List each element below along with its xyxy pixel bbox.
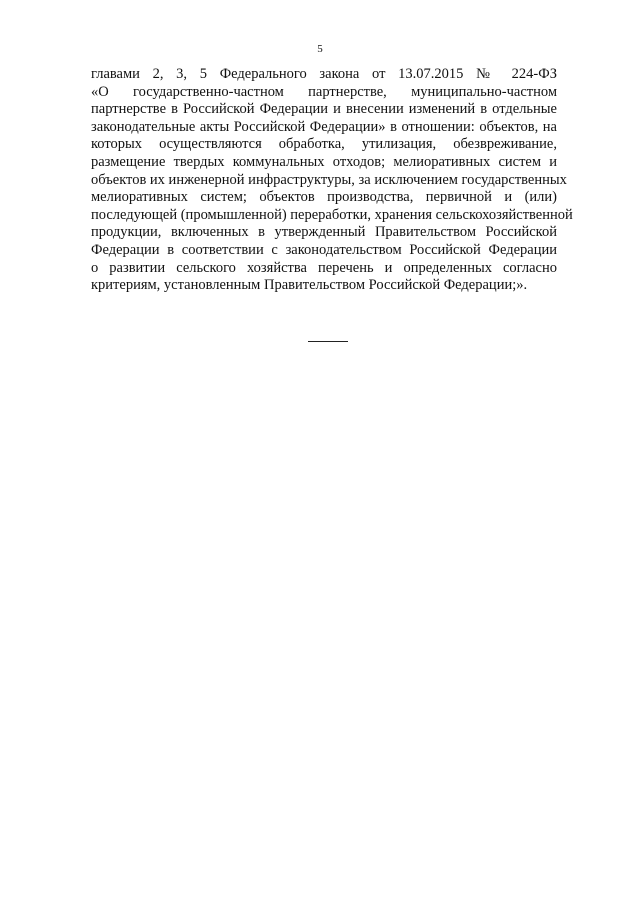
paragraph-line: партнерстве в Российской Федерации и внесении изменений в отдельные bbox=[91, 101, 557, 118]
paragraph-line: мелиоративных систем; объектов производства, первичной и (или) bbox=[91, 189, 557, 206]
paragraph-line-last: критериям, установленным Правительством Российской Федерации;». bbox=[91, 277, 528, 294]
paragraph-line: которых осуществляются обработка, утилизация, обезвреживание, bbox=[91, 136, 557, 153]
paragraph-line: объектов их инженерной инфраструктуры, за исключением государственных bbox=[91, 171, 567, 188]
body-paragraph bbox=[91, 66, 573, 295]
paragraph-line: о развитии сельского хозяйства перечень и определенных согласно bbox=[91, 259, 557, 276]
paragraph-line: законодательные акты Российской Федерации» в отношении: объектов, на bbox=[91, 118, 557, 135]
paragraph-line: размещение твердых коммунальных отходов; мелиоративных систем и bbox=[91, 153, 557, 170]
page-number: 5 bbox=[317, 43, 323, 55]
paragraph-line: продукции, включенных в утвержденный Правительством Российской bbox=[91, 224, 557, 241]
end-of-document-rule bbox=[308, 341, 348, 342]
paragraph-line: последующей (промышленной) переработки, хранения сельскохозяйственной bbox=[91, 206, 573, 223]
paragraph-line: главами 2, 3, 5 Федерального закона от 13.07.2015 № 224-ФЗ bbox=[91, 66, 557, 82]
paragraph-line: Федерации в соответствии с законодательством Российской Федерации bbox=[91, 241, 557, 258]
paragraph-line: «О государственно-частном партнерстве, муниципально-частном bbox=[91, 83, 557, 100]
